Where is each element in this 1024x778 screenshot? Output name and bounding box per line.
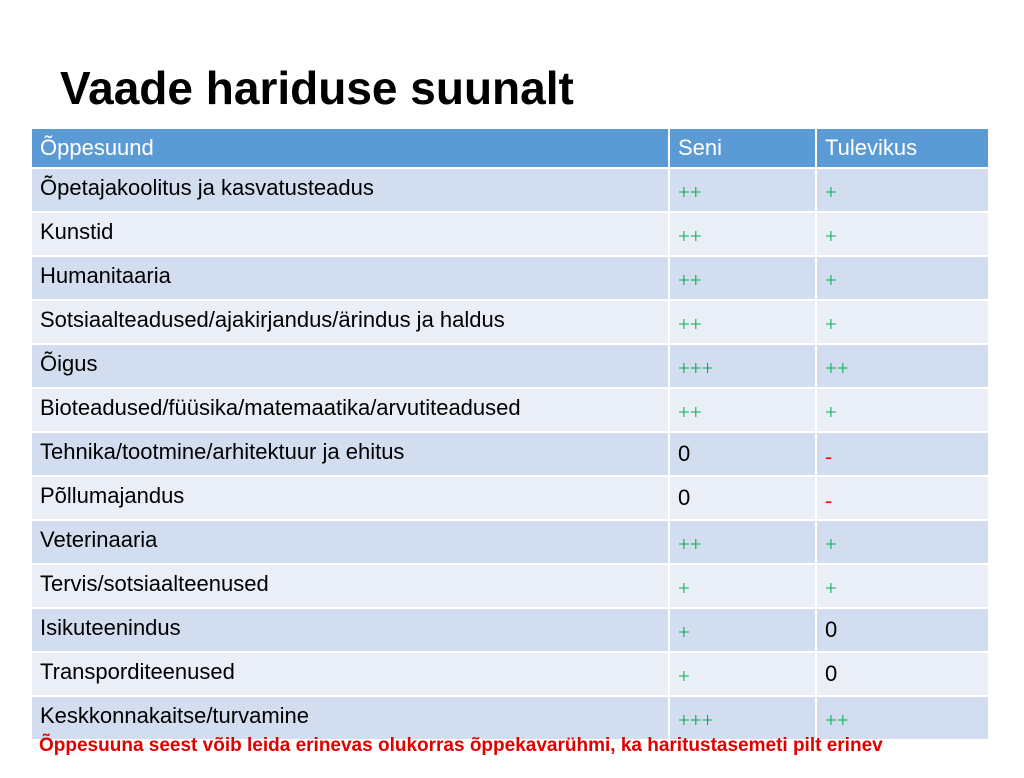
field-cell: Veterinaaria <box>31 520 669 564</box>
tulevikus-cell: - <box>816 432 989 476</box>
column-header-tulevikus: Tulevikus <box>816 128 989 168</box>
field-cell: Õigus <box>31 344 669 388</box>
seni-cell: + <box>669 608 816 652</box>
table-row <box>31 256 989 300</box>
seni-cell: +++ <box>669 696 816 740</box>
field-cell: Tehnika/tootmine/arhitektuur ja ehitus <box>31 432 669 476</box>
table-row <box>31 300 989 344</box>
table-row <box>31 388 989 432</box>
slide-title: Vaade hariduse suunalt <box>60 62 574 114</box>
table-row <box>31 476 989 520</box>
seni-cell: ++ <box>669 388 816 432</box>
seni-cell: + <box>669 564 816 608</box>
field-cell: Isikuteenindus <box>31 608 669 652</box>
field-cell: Põllumajandus <box>31 476 669 520</box>
field-cell: Õpetajakoolitus ja kasvatusteadus <box>31 168 669 212</box>
tulevikus-cell: - <box>816 476 989 520</box>
tulevikus-cell: ++ <box>816 344 989 388</box>
field-cell: Keskkonnakaitse/turvamine <box>31 696 669 740</box>
table-row <box>31 212 989 256</box>
field-cell: Kunstid <box>31 212 669 256</box>
tulevikus-cell: + <box>816 564 989 608</box>
table-row <box>31 432 989 476</box>
tulevikus-cell: + <box>816 256 989 300</box>
rating-table <box>30 127 990 741</box>
seni-cell: 0 <box>669 432 816 476</box>
table-row <box>31 608 989 652</box>
seni-cell: ++ <box>669 300 816 344</box>
table-row <box>31 652 989 696</box>
seni-cell: ++ <box>669 168 816 212</box>
tulevikus-cell: ++ <box>816 696 989 740</box>
table-row <box>31 344 989 388</box>
field-cell: Sotsiaalteadused/ajakirjandus/ärindus ja haldus <box>31 300 669 344</box>
tulevikus-cell: + <box>816 300 989 344</box>
tulevikus-cell: 0 <box>816 608 989 652</box>
table-row <box>31 520 989 564</box>
seni-cell: ++ <box>669 212 816 256</box>
field-cell: Tervis/sotsiaalteenused <box>31 564 669 608</box>
seni-cell: ++ <box>669 256 816 300</box>
column-header-field: Õppesuund <box>31 128 669 168</box>
seni-cell: + <box>669 652 816 696</box>
field-cell: Transporditeenused <box>31 652 669 696</box>
tulevikus-cell: + <box>816 388 989 432</box>
tulevikus-cell: + <box>816 212 989 256</box>
tulevikus-cell: + <box>816 520 989 564</box>
footnote: Õppesuuna seest võib leida erinevas olukorras õppekavarühmi, ka haritustasemeti pilt erinev <box>39 735 883 756</box>
table-header-row <box>31 128 989 168</box>
seni-cell: ++ <box>669 520 816 564</box>
table-row <box>31 564 989 608</box>
field-cell: Humanitaaria <box>31 256 669 300</box>
seni-cell: 0 <box>669 476 816 520</box>
column-header-seni: Seni <box>669 128 816 168</box>
tulevikus-cell: 0 <box>816 652 989 696</box>
tulevikus-cell: + <box>816 168 989 212</box>
seni-cell: +++ <box>669 344 816 388</box>
field-cell: Bioteadused/füüsika/matemaatika/arvutiteadused <box>31 388 669 432</box>
table-row <box>31 168 989 212</box>
